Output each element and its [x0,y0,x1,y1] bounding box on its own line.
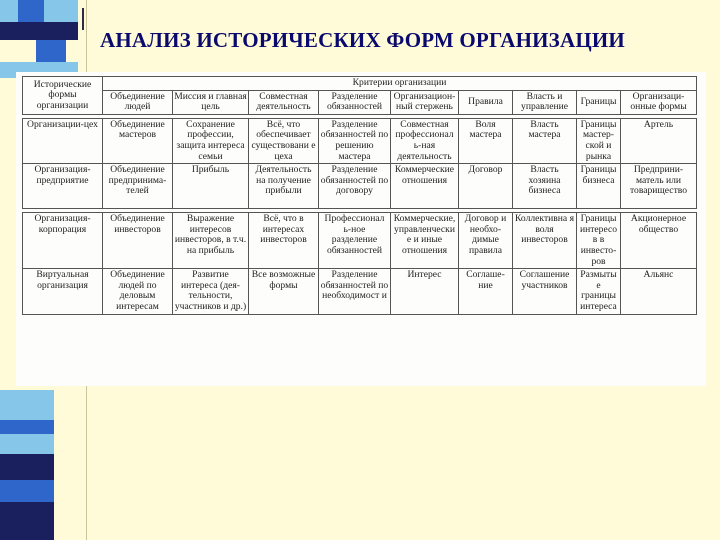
column-header: Правила [459,90,513,114]
criteria-table [22,76,697,315]
column-header: Объединение людей [103,90,173,114]
column-header: Организаци-онные формы [621,90,697,114]
slide-title: АНАЛИЗ ИСТОРИЧЕСКИХ ФОРМ ОРГАНИЗАЦИИ [100,28,625,52]
column-header: Миссия и главная цель [173,90,249,114]
table-cell: Власть хозяина бизнеса [513,164,577,209]
table-row [23,164,697,209]
column-header: Границы [577,90,621,114]
row-label: Организации-цех [23,118,103,163]
table-cell: Коллективна я воля инвесторов [513,213,577,269]
table-cell: Коммерческие отношения [391,164,459,209]
table-row [23,213,697,269]
column-header: Власть и управление [513,90,577,114]
row-label: Виртуальная организация [23,269,103,314]
table-cell: Профессионал ь-ное разделение обязанностей [319,213,391,269]
column-header: Разделение обязанностей [319,90,391,114]
table-cell: Объединение мастеров [103,118,173,163]
table-cell: Предприни-матель или товарищество [621,164,697,209]
table-cell: Соглашение участников [513,269,577,314]
table-cell: Границы мастер-ской и рынка [577,118,621,163]
header-historical-forms: Исторические формы организации [23,77,103,115]
table-row [23,269,697,314]
table-cell: Договор и необхо-димые правила [459,213,513,269]
table-cell: Коммерческие, управленчески е и иные отношения [391,213,459,269]
table-cell: Всё, что в интересах инвесторов [249,213,319,269]
column-header: Совместная деятельность [249,90,319,114]
table-cell: Разделение обязанностей по решению мастера [319,118,391,163]
table-cell: Границы интересов в инвесто-ров [577,213,621,269]
table-cell: Все возможные формы [249,269,319,314]
table-cell: Размыты е границы интереса [577,269,621,314]
table-cell: Совместная профессионал ь-ная деятельность [391,118,459,163]
row-label: Организация-корпорация [23,213,103,269]
table-cell: Развитие интереса (дея-тельности, участников и др.) [173,269,249,314]
table-cell: Выражение интересов инвесторов, в т.ч. на прибыль [173,213,249,269]
table-cell: Артель [621,118,697,163]
table-cell: Воля мастера [459,118,513,163]
table-cell: Прибыль [173,164,249,209]
header-criteria: Критерии организации [103,77,697,91]
divider-accent [82,8,84,30]
table-cell: Интерес [391,269,459,314]
table-cell: Разделение обязанностей по договору [319,164,391,209]
scanned-table-image [16,72,706,386]
column-header: Организацион-ный стержень [391,90,459,114]
table-cell: Всё, что обеспечивает существовани е цеха [249,118,319,163]
table-cell: Власть мастера [513,118,577,163]
table-cell: Альянс [621,269,697,314]
table-cell: Акционерное общество [621,213,697,269]
table-row [23,118,697,163]
table-cell: Сохранение профессии, защита интереса семьи [173,118,249,163]
table-cell: Объединение предпринима-телей [103,164,173,209]
row-label: Организация-предприятие [23,164,103,209]
table-cell: Разделение обязанностей по необходимост и [319,269,391,314]
table-cell: Деятельность на получение прибыли [249,164,319,209]
table-cell: Границы бизнеса [577,164,621,209]
table-cell: Соглаше-ние [459,269,513,314]
table-cell: Объединение людей по деловым интересам [103,269,173,314]
table-cell: Договор [459,164,513,209]
table-cell: Объединение инвесторов [103,213,173,269]
